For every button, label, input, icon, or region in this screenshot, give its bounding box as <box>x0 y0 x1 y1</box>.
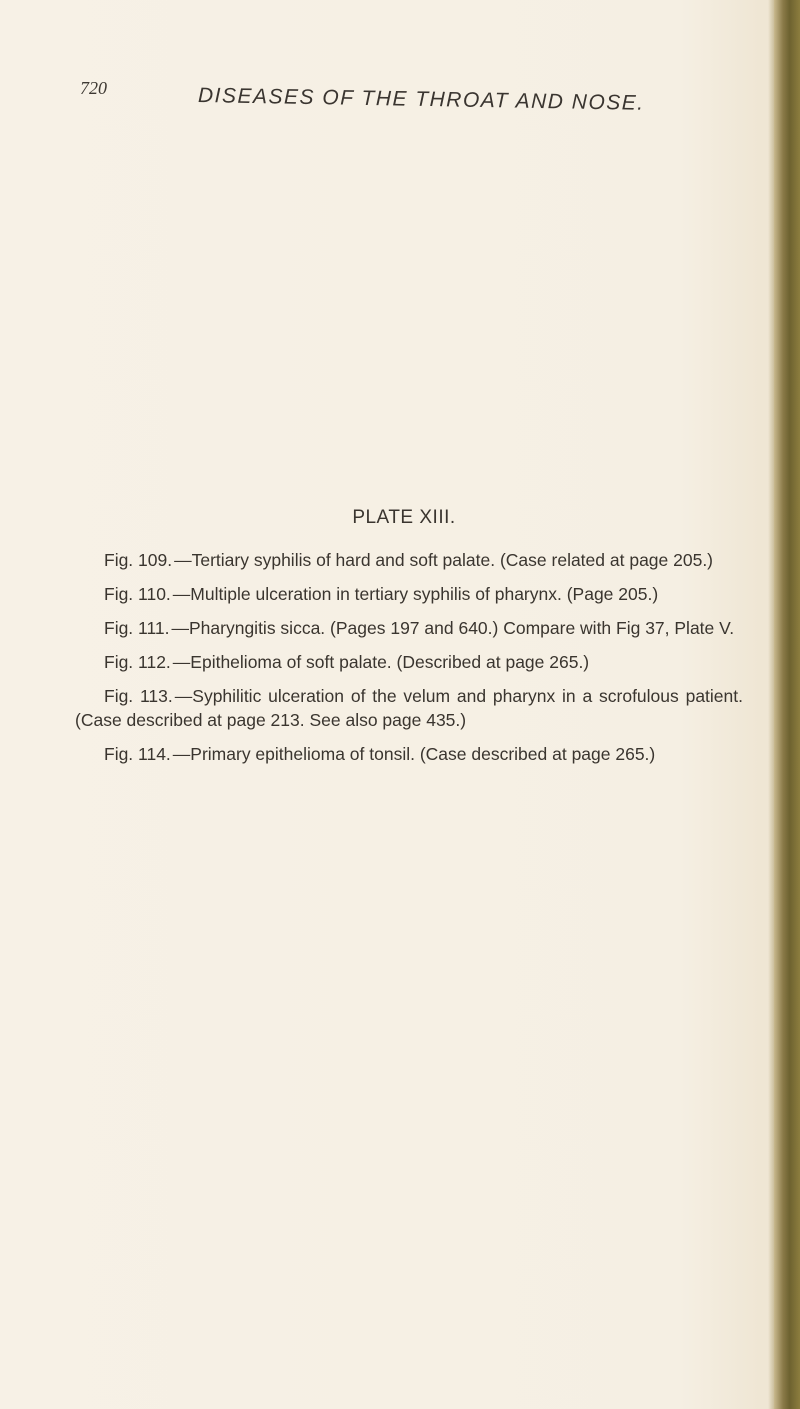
caption-text: —Pharyngitis sicca. (Pages 197 and 640.) Compare with Fig 37, Plate V. <box>171 618 735 638</box>
figure-caption <box>75 742 743 766</box>
figure-caption <box>75 650 743 674</box>
plate-title: PLATE XIII. <box>352 507 456 528</box>
figure-caption <box>75 582 743 606</box>
caption-text: —Primary epithelioma of tonsil. (Case described at page 265.) <box>172 744 656 764</box>
figure-caption <box>75 684 743 732</box>
figure-label: Fig. 110. <box>104 584 171 604</box>
running-title: DISEASES OF THE THROAT AND NOSE. <box>197 84 645 115</box>
figure-label: Fig. 113. <box>104 686 173 706</box>
caption-text: —Syphilitic ulceration of the velum and pharynx in a scrofulous patient. (Case described at page 213. See also page 435.) <box>75 686 743 730</box>
figure-label: Fig. 109. <box>104 550 173 570</box>
figure-caption <box>75 616 743 640</box>
caption-text: —Tertiary syphilis of hard and soft palate. (Case related at page 205.) <box>174 550 714 570</box>
figure-label: Fig. 112. <box>104 652 171 672</box>
running-head <box>80 78 720 118</box>
page-edge-shading <box>774 0 800 1409</box>
caption-text: —Multiple ulceration in tertiary syphilis of pharynx. (Page 205.) <box>172 584 659 604</box>
figure-label: Fig. 111. <box>104 618 170 638</box>
caption-text: —Epithelioma of soft palate. (Described at page 265.) <box>172 652 590 672</box>
figure-caption <box>75 548 743 572</box>
page-number: 720 <box>80 78 107 98</box>
figure-captions <box>75 548 743 776</box>
figure-label: Fig. 114. <box>104 744 171 764</box>
